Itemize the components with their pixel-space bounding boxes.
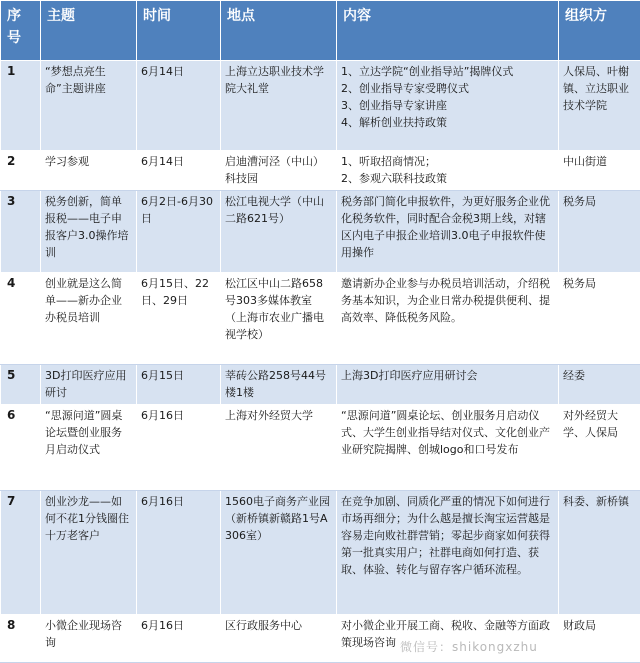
cell-no: 2: [1, 151, 41, 191]
cell-place: 启迪漕河泾（中山）科技园: [221, 151, 337, 191]
cell-time: 6月15日、22日、29日: [137, 273, 221, 365]
cell-no: 8: [1, 615, 41, 663]
content-line: 2、创业指导专家受聘仪式: [341, 80, 554, 97]
cell-no: 3: [1, 191, 41, 273]
content-line: 1、听取招商情况；: [341, 153, 554, 170]
cell-org: 财政局: [559, 615, 640, 663]
cell-place: 1560电子商务产业园（新桥镇新赣路1号A306室）: [221, 491, 337, 615]
wechat-watermark: 微信号：shikongxzhu: [400, 638, 538, 655]
cell-theme: “思源问道”圆桌论坛暨创业服务月启动仪式: [41, 405, 137, 491]
cell-theme: 小微企业现场咨询: [41, 615, 137, 663]
cell-theme: 创业沙龙——如何不花1分钱圈住十万老客户: [41, 491, 137, 615]
header-content: 内容: [337, 1, 559, 61]
cell-time: 6月16日: [137, 491, 221, 615]
content-line: 邀请新办企业参与办税员培训活动，介绍税务基本知识，为企业日常办税提供便利、提高效率、降低税务风险。: [341, 275, 554, 326]
content-line: 3、创业指导专家讲座: [341, 97, 554, 114]
cell-time: 6月14日: [137, 151, 221, 191]
cell-content: [337, 365, 559, 405]
cell-org: 税务局: [559, 191, 640, 273]
cell-place: 松江区中山二路658号303多媒体教室（上海市农业广播电视学校）: [221, 273, 337, 365]
header-org: 组织方: [559, 1, 640, 61]
cell-no: 7: [1, 491, 41, 615]
content-line: “思源问道”圆桌论坛、创业服务月启动仪式、大学生创业指导结对仪式、文化创业产业研究院揭牌、创城logo和口号发布: [341, 407, 554, 458]
cell-theme: 学习参观: [41, 151, 137, 191]
cell-org: 科委、新桥镇: [559, 491, 640, 615]
table-header-row: [1, 1, 640, 61]
cell-theme: 创业就是这么简单——新办企业办税员培训: [41, 273, 137, 365]
cell-place: 区行政服务中心: [221, 615, 337, 663]
cell-time: 6月16日: [137, 615, 221, 663]
content-line: 2、参观六联科技政策: [341, 170, 554, 187]
header-theme: 主题: [41, 1, 137, 61]
table-row: [1, 191, 640, 273]
table-row: [1, 151, 640, 191]
cell-no: 5: [1, 365, 41, 405]
cell-content: [337, 405, 559, 491]
cell-time: 6月14日: [137, 61, 221, 151]
cell-theme: “梦想点亮生命”主题讲座: [41, 61, 137, 151]
cell-org: 对外经贸大学、人保局: [559, 405, 640, 491]
cell-content: [337, 151, 559, 191]
content-line: 对小微企业开展工商、税收、金融等方面政策现场咨询: [341, 617, 554, 651]
header-time: 时间: [137, 1, 221, 61]
cell-content: [337, 191, 559, 273]
table-row: [1, 405, 640, 491]
cell-no: 6: [1, 405, 41, 491]
table-row: [1, 273, 640, 365]
cell-place: 上海立达职业技术学院大礼堂: [221, 61, 337, 151]
header-no: 序号: [1, 1, 41, 61]
content-line: 1、立达学院“创业指导站”揭牌仪式: [341, 63, 554, 80]
header-place: 地点: [221, 1, 337, 61]
cell-time: 6月2日-6月30日: [137, 191, 221, 273]
cell-content: [337, 273, 559, 365]
cell-content: [337, 61, 559, 151]
table-row: [1, 491, 640, 615]
cell-org: 经委: [559, 365, 640, 405]
cell-no: 4: [1, 273, 41, 365]
cell-place: 松江电视大学（中山二路621号）: [221, 191, 337, 273]
content-line: 4、解析创业扶持政策: [341, 114, 554, 131]
cell-theme: 3D打印医疗应用研讨: [41, 365, 137, 405]
content-line: 在竞争加剧、同质化严重的情况下如何进行市场再细分；为什么越是擅长淘宝运营越是容易走向败社群营销；零起步商家如何获得第一批真实用户；社群电商如何打造、获取、体验、转化与留存客户循环流程。: [341, 493, 554, 578]
cell-no: 1: [1, 61, 41, 151]
content-line: 上海3D打印医疗应用研讨会: [341, 367, 554, 384]
cell-place: 莘砖公路258号44号楼1楼: [221, 365, 337, 405]
cell-org: 中山街道: [559, 151, 640, 191]
content-line: 税务部门简化申报软件，为更好服务企业优化税务软件，同时配合金税3期上线，对辖区内电子申报企业培训3.0电子申报软件使用操作: [341, 193, 554, 261]
cell-org: 人保局、叶榭镇、立达职业技术学院: [559, 61, 640, 151]
table-row: [1, 615, 640, 663]
cell-org: 税务局: [559, 273, 640, 365]
cell-time: 6月16日: [137, 405, 221, 491]
table-row: [1, 365, 640, 405]
cell-time: 6月15日: [137, 365, 221, 405]
table-row: [1, 61, 640, 151]
cell-content: [337, 491, 559, 615]
cell-theme: 税务创新，简单报税——电子申报客户3.0操作培训: [41, 191, 137, 273]
cell-place: 上海对外经贸大学: [221, 405, 337, 491]
